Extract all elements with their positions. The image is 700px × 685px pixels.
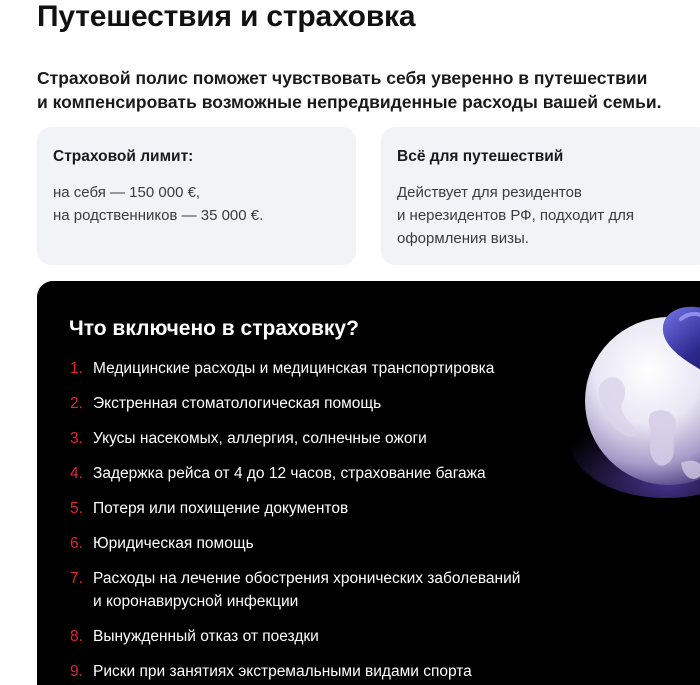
item-text: Экстренная стоматологическая помощь (93, 395, 382, 412)
card-line: оформления визы. (397, 230, 529, 247)
card-text (53, 181, 340, 227)
card-title: Страховой лимит: (53, 148, 194, 165)
card-line: и нерезидентов РФ, подходит для (397, 207, 634, 224)
coverage-list (70, 357, 520, 685)
list-item (70, 660, 520, 683)
list-item (70, 427, 520, 450)
list-item (70, 567, 520, 613)
item-text: Вынужденный отказ от поездки (93, 628, 319, 645)
subtitle-line: и компенсировать возможные непредвиденные расходы вашей семьи. (37, 92, 662, 112)
travel-card (381, 127, 700, 265)
item-text: Юридическая помощь (93, 535, 254, 552)
item-number: 3. (70, 430, 83, 447)
item-text: Риски при занятиях экстремальными видами спорта (93, 663, 472, 680)
item-number: 2. (70, 395, 83, 412)
item-number: 6. (70, 535, 83, 552)
list-item (70, 462, 520, 485)
list-item (70, 357, 520, 380)
list-item (70, 497, 520, 520)
card-line: на родственников — 35 000 €. (53, 207, 264, 224)
subtitle-line: Страховой полис поможет чувствовать себя уверенно в путешествии (37, 68, 648, 88)
card-line: на себя — 150 000 €, (53, 184, 201, 201)
item-text: Медицинские расходы и медицинская транспортировка (93, 360, 495, 377)
list-item (70, 392, 520, 415)
item-text: Укусы насекомых, аллергия, солнечные ожоги (93, 430, 427, 447)
insurance-limit-card (37, 127, 356, 265)
item-number: 9. (70, 663, 83, 680)
item-number: 5. (70, 500, 83, 517)
item-text: Потеря или похищение документов (93, 500, 349, 517)
card-title: Всё для путешествий (397, 148, 564, 165)
globe-with-heart-icon (561, 293, 700, 503)
item-number: 1. (70, 360, 83, 377)
item-text: и коронавирусной инфекции (93, 593, 299, 610)
card-line: Действует для резидентов (397, 184, 582, 201)
item-number: 4. (70, 465, 83, 482)
item-text: Задержка рейса от 4 до 12 часов, страхование багажа (93, 465, 486, 482)
page-title: Путешествия и страховка (37, 0, 416, 33)
item-number: 8. (70, 628, 83, 645)
coverage-title: Что включено в страховку? (69, 317, 359, 340)
list-item (70, 532, 520, 555)
coverage-panel (37, 281, 700, 685)
page-subtitle (37, 66, 697, 114)
list-item (70, 625, 520, 648)
item-text: Расходы на лечение обострения хронических заболеваний (93, 570, 521, 587)
card-text (397, 181, 695, 250)
item-number: 7. (70, 570, 83, 587)
